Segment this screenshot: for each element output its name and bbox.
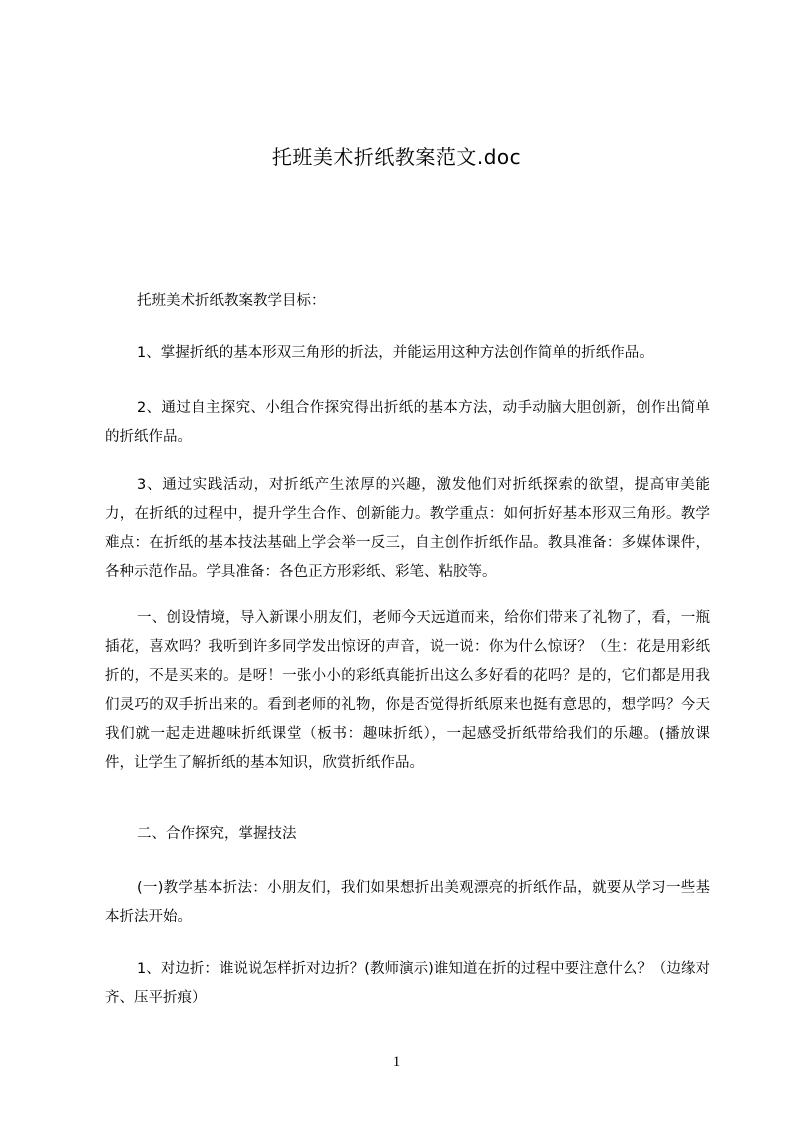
paragraph-edge-fold: 1、对边折：谁说说怎样折对边折？(教师演示)谁知道在折的过程中要注意什么？（边缘对齐、压平折痕） [105,961,710,1006]
page-number: 1 [392,1054,401,1070]
paragraph-objective-3: 3、通过实践活动，对折纸产生浓厚的兴趣，激发他们对折纸探索的欲望，提高审美能力，在折纸的过程中，提升学生合作、创新能力。教学重点：如何折好基本形双三角形。教学难点：在折纸的基本技法基础上学会举一反三，自主创作折纸作品。教具准备：多媒体课件，各种示范作品。学具准备：各色正方形彩纸、彩笔、粘胶等。 [105,477,710,580]
paragraph-objectives-heading: 托班美术折纸教案教学目标： [137,293,326,309]
paragraph-section-2-heading: 二、合作探究，掌握技法 [137,826,297,842]
paragraph-section-1: 一、创设情境，导入新课小朋友们，老师今天远道而来，给你们带来了礼物了，看，一瓶插花，喜欢吗？我听到许多同学发出惊讶的声音，说一说：你为什么惊讶？（生：花是用彩纸折的，不是买来的。是呀！一张小小的彩纸真能折出这么多好看的花吗？是的，它们都是用我们灵巧的双手折出来的。看到老师的礼物，你是否觉得折纸原来也挺有意思的，想学吗？今天我们就一起走进趣味折纸课堂（板书：趣味折纸），一起感受折纸带给我们的乐趣。(播放课件，让学生了解折纸的基本知识，欣赏折纸作品。 [105,610,710,771]
paragraph-objective-2: 2、通过自主探究、小组合作探究得出折纸的基本方法，动手动脑大胆创新，创作出简单的折纸作品。 [105,400,710,445]
paragraph-objective-1: 1、掌握折纸的基本形双三角形的折法，并能运用这种方法创作简单的折纸作品。 [137,345,654,361]
document-title: 托班美术折纸教案范文.doc [271,145,522,169]
paragraph-basic-folds: (一)教学基本折法：小朋友们，我们如果想折出美观漂亮的折纸作品，就要从学习一些基本折法开始。 [105,880,710,925]
